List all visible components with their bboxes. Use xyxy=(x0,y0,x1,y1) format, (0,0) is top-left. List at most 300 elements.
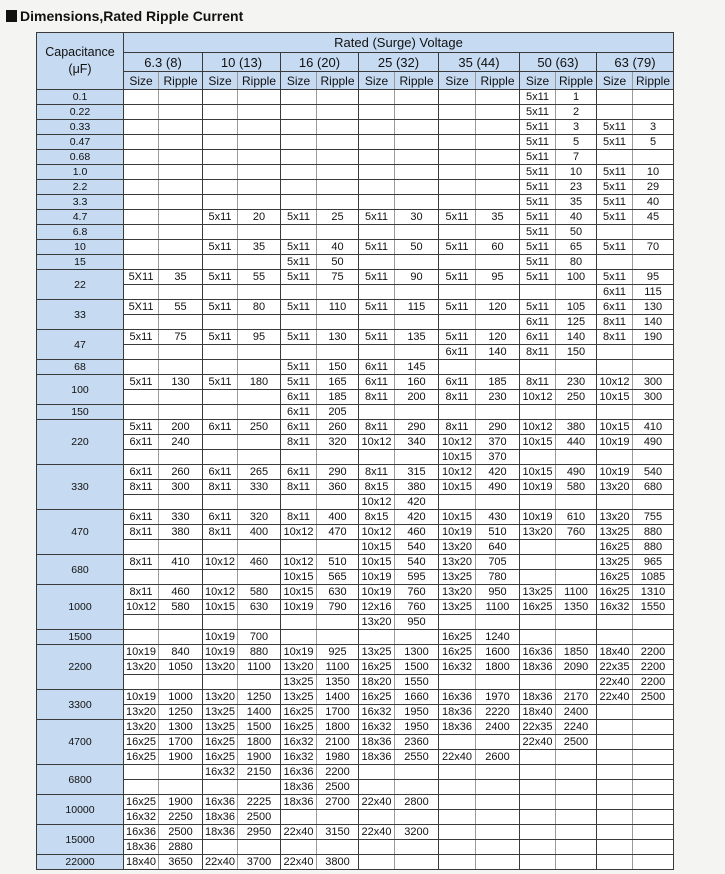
ripple-cell: 950 xyxy=(395,615,439,630)
size-cell xyxy=(597,105,633,120)
size-cell: 16x32 xyxy=(359,720,395,735)
size-cell: 6x11 xyxy=(281,405,317,420)
ripple-cell: 380 xyxy=(556,420,597,435)
size-cell: 13x25 xyxy=(520,585,556,600)
table-row xyxy=(37,705,674,720)
ripple-cell: 1500 xyxy=(395,660,439,675)
ripple-header: Ripple xyxy=(159,72,203,90)
ripple-cell: 1085 xyxy=(633,570,674,585)
ripple-cell xyxy=(159,450,203,465)
ripple-cell: 1500 xyxy=(238,720,281,735)
size-cell: 13x25 xyxy=(597,555,633,570)
size-cell: 5x11 xyxy=(520,195,556,210)
size-cell: 8x11 xyxy=(520,375,556,390)
capacitance-cell: 33 xyxy=(37,300,124,330)
capacitance-cell: 10000 xyxy=(37,795,124,825)
size-cell xyxy=(439,765,476,780)
size-cell xyxy=(124,780,159,795)
size-cell xyxy=(597,720,633,735)
ripple-cell xyxy=(317,810,359,825)
table-row xyxy=(37,135,674,150)
size-cell: 8x11 xyxy=(439,390,476,405)
size-cell: 18x36 xyxy=(281,780,317,795)
size-cell: 10x19 xyxy=(520,480,556,495)
size-cell: 5x11 xyxy=(359,330,395,345)
size-cell: 10x19 xyxy=(359,585,395,600)
ripple-cell xyxy=(238,165,281,180)
size-cell: 5x11 xyxy=(597,180,633,195)
ripple-cell xyxy=(633,855,674,870)
size-cell: 22x40 xyxy=(359,825,395,840)
ripple-cell xyxy=(238,495,281,510)
ripple-cell xyxy=(159,165,203,180)
size-cell xyxy=(203,345,238,360)
ripple-cell xyxy=(476,150,520,165)
capacitance-cell: 150 xyxy=(37,405,124,420)
ripple-cell: 2500 xyxy=(556,735,597,750)
ripple-cell xyxy=(159,255,203,270)
ripple-cell: 540 xyxy=(633,465,674,480)
ripple-cell xyxy=(238,390,281,405)
size-cell xyxy=(124,345,159,360)
ripple-cell: 680 xyxy=(633,480,674,495)
size-cell xyxy=(520,285,556,300)
size-cell: 16x36 xyxy=(203,795,238,810)
ripple-cell xyxy=(317,150,359,165)
ripple-cell: 370 xyxy=(476,450,520,465)
ripple-cell xyxy=(633,780,674,795)
ripple-cell: 1350 xyxy=(317,675,359,690)
ripple-cell xyxy=(556,795,597,810)
size-cell: 5x11 xyxy=(520,300,556,315)
ripple-cell xyxy=(159,225,203,240)
ripple-cell: 75 xyxy=(317,270,359,285)
ripple-cell xyxy=(556,630,597,645)
size-cell: 16x25 xyxy=(203,750,238,765)
ripple-cell xyxy=(476,810,520,825)
size-cell: 18x40 xyxy=(597,645,633,660)
ripple-cell: 65 xyxy=(556,240,597,255)
size-cell xyxy=(597,735,633,750)
size-cell: 13x20 xyxy=(203,660,238,675)
ripple-cell: 1900 xyxy=(159,750,203,765)
size-cell xyxy=(359,225,395,240)
size-cell xyxy=(359,405,395,420)
size-cell: 5x11 xyxy=(439,240,476,255)
ripple-cell: 50 xyxy=(395,240,439,255)
ripple-cell: 780 xyxy=(476,570,520,585)
size-cell: 6x11 xyxy=(439,345,476,360)
capacitance-header xyxy=(37,33,124,90)
capacitance-cell: 15 xyxy=(37,255,124,270)
ripple-cell: 200 xyxy=(159,420,203,435)
ripple-cell: 2360 xyxy=(395,735,439,750)
ripple-cell xyxy=(395,135,439,150)
table-row xyxy=(37,810,674,825)
capacitance-cell: 1000 xyxy=(37,585,124,630)
size-cell: 16x25 xyxy=(597,540,633,555)
ripple-cell xyxy=(395,810,439,825)
ripple-cell: 160 xyxy=(395,375,439,390)
size-cell: 5X11 xyxy=(124,300,159,315)
table-row xyxy=(37,795,674,810)
ripple-cell xyxy=(556,825,597,840)
ripple-cell: 1300 xyxy=(159,720,203,735)
size-cell xyxy=(597,810,633,825)
ripple-cell: 360 xyxy=(317,480,359,495)
ripple-cell: 510 xyxy=(317,555,359,570)
ripple-cell: 400 xyxy=(238,525,281,540)
ripple-cell xyxy=(476,255,520,270)
ripple-header: Ripple xyxy=(556,72,597,90)
size-cell xyxy=(439,615,476,630)
size-cell xyxy=(520,810,556,825)
table-row xyxy=(37,645,674,660)
size-cell: 13x20 xyxy=(124,705,159,720)
ripple-cell xyxy=(238,195,281,210)
ripple-cell: 630 xyxy=(317,585,359,600)
ripple-cell: 10 xyxy=(556,165,597,180)
ripple-cell: 760 xyxy=(395,600,439,615)
size-cell: 5x11 xyxy=(203,330,238,345)
size-cell: 22x40 xyxy=(439,750,476,765)
ripple-cell xyxy=(633,750,674,765)
size-cell xyxy=(124,765,159,780)
ripple-cell xyxy=(238,435,281,450)
size-cell: 13x25 xyxy=(281,690,317,705)
table-row xyxy=(37,405,674,420)
ripple-cell: 290 xyxy=(317,465,359,480)
size-cell: 8x11 xyxy=(597,330,633,345)
ripple-cell: 75 xyxy=(159,330,203,345)
table-row xyxy=(37,600,674,615)
capacitance-cell: 3300 xyxy=(37,690,124,720)
ripple-cell: 1400 xyxy=(317,690,359,705)
size-cell xyxy=(281,180,317,195)
ripple-cell xyxy=(159,210,203,225)
capacitance-cell: 0.68 xyxy=(37,150,124,165)
ripple-cell xyxy=(159,150,203,165)
size-cell xyxy=(439,495,476,510)
capacitance-unit: (μF) xyxy=(68,62,92,76)
ripple-cell: 1850 xyxy=(556,645,597,660)
ripple-cell xyxy=(633,90,674,105)
size-cell: 8x11 xyxy=(281,510,317,525)
size-cell xyxy=(439,135,476,150)
ripple-cell: 2400 xyxy=(476,720,520,735)
size-cell: 22x40 xyxy=(281,825,317,840)
table-row xyxy=(37,720,674,735)
ripple-cell xyxy=(159,345,203,360)
size-cell: 10x12 xyxy=(439,465,476,480)
ripple-cell: 490 xyxy=(556,465,597,480)
capacitance-cell: 680 xyxy=(37,555,124,585)
ripple-cell xyxy=(238,345,281,360)
size-cell: 13x25 xyxy=(439,570,476,585)
ripple-cell: 400 xyxy=(317,510,359,525)
capacitance-cell: 1.0 xyxy=(37,165,124,180)
size-cell: 8x15 xyxy=(359,510,395,525)
size-header: Size xyxy=(520,72,556,90)
capacitance-cell: 6800 xyxy=(37,765,124,795)
size-cell xyxy=(281,345,317,360)
size-cell: 16x25 xyxy=(281,705,317,720)
size-cell: 6x11 xyxy=(281,420,317,435)
size-cell xyxy=(439,360,476,375)
ripple-cell: 55 xyxy=(238,270,281,285)
capacitance-cell: 22 xyxy=(37,270,124,300)
size-cell: 10x12 xyxy=(520,390,556,405)
ripple-cell: 3 xyxy=(556,120,597,135)
size-cell: 10x15 xyxy=(281,570,317,585)
size-cell: 5x11 xyxy=(520,120,556,135)
size-cell: 18x36 xyxy=(124,840,159,855)
size-cell: 5x11 xyxy=(281,210,317,225)
ripple-cell: 2950 xyxy=(238,825,281,840)
ripple-cell: 95 xyxy=(476,270,520,285)
ripple-cell: 340 xyxy=(395,435,439,450)
ripple-cell: 540 xyxy=(395,555,439,570)
size-cell: 5x11 xyxy=(520,165,556,180)
size-cell xyxy=(124,540,159,555)
size-cell: 10x19 xyxy=(281,600,317,615)
size-cell xyxy=(439,105,476,120)
ripple-cell: 265 xyxy=(238,465,281,480)
size-cell xyxy=(203,405,238,420)
ripple-cell xyxy=(633,225,674,240)
ripple-header: Ripple xyxy=(317,72,359,90)
table-row xyxy=(37,240,674,255)
size-cell xyxy=(359,90,395,105)
table-row xyxy=(37,780,674,795)
size-cell xyxy=(124,630,159,645)
size-cell: 5x11 xyxy=(597,240,633,255)
ripple-cell: 565 xyxy=(317,570,359,585)
size-cell: 10x12 xyxy=(124,600,159,615)
size-cell xyxy=(281,150,317,165)
ripple-cell: 120 xyxy=(476,330,520,345)
size-cell: 22x40 xyxy=(520,735,556,750)
size-cell: 10x19 xyxy=(203,645,238,660)
size-cell xyxy=(281,630,317,645)
ripple-cell: 840 xyxy=(159,645,203,660)
size-cell: 16x25 xyxy=(281,720,317,735)
ripple-cell xyxy=(633,795,674,810)
size-cell xyxy=(359,105,395,120)
size-cell xyxy=(203,840,238,855)
ripple-cell: 50 xyxy=(556,225,597,240)
ripple-cell xyxy=(317,630,359,645)
size-cell xyxy=(597,225,633,240)
size-cell: 5x11 xyxy=(203,375,238,390)
ripple-cell xyxy=(159,285,203,300)
ripple-cell xyxy=(633,735,674,750)
ripple-cell: 460 xyxy=(395,525,439,540)
size-cell xyxy=(597,825,633,840)
size-cell: 5x11 xyxy=(439,270,476,285)
table-row xyxy=(37,540,674,555)
ripple-cell: 35 xyxy=(476,210,520,225)
voltage-header: 25 (32) xyxy=(359,53,439,72)
ripple-cell xyxy=(238,360,281,375)
size-cell: 10x15 xyxy=(439,510,476,525)
size-cell xyxy=(203,615,238,630)
size-cell: 6x11 xyxy=(124,465,159,480)
size-cell xyxy=(520,825,556,840)
size-cell: 16x25 xyxy=(124,735,159,750)
size-cell xyxy=(203,570,238,585)
ripple-cell: 5 xyxy=(556,135,597,150)
size-cell xyxy=(203,225,238,240)
size-cell xyxy=(281,450,317,465)
size-cell: 16x36 xyxy=(124,825,159,840)
ripple-cell xyxy=(159,495,203,510)
table-row xyxy=(37,495,674,510)
ripple-cell xyxy=(238,105,281,120)
ripple-cell xyxy=(159,615,203,630)
size-cell xyxy=(439,810,476,825)
table-row xyxy=(37,450,674,465)
capacitance-cell: 220 xyxy=(37,420,124,465)
ripple-cell xyxy=(238,225,281,240)
size-cell xyxy=(359,180,395,195)
size-cell: 10x15 xyxy=(439,450,476,465)
ripple-cell xyxy=(159,405,203,420)
size-cell: 16x25 xyxy=(439,645,476,660)
size-cell: 16x32 xyxy=(439,660,476,675)
ripple-cell xyxy=(238,405,281,420)
size-cell xyxy=(124,390,159,405)
size-header: Size xyxy=(439,72,476,90)
size-cell: 13x25 xyxy=(597,525,633,540)
ripple-cell xyxy=(395,315,439,330)
ripple-cell: 1950 xyxy=(395,705,439,720)
size-cell xyxy=(124,210,159,225)
table-row xyxy=(37,555,674,570)
ripple-cell xyxy=(238,90,281,105)
ripple-cell xyxy=(395,90,439,105)
size-cell: 5x11 xyxy=(520,150,556,165)
size-cell xyxy=(439,315,476,330)
table-row xyxy=(37,195,674,210)
size-cell xyxy=(124,150,159,165)
size-cell xyxy=(124,495,159,510)
ripple-cell xyxy=(395,285,439,300)
ripple-cell: 1660 xyxy=(395,690,439,705)
size-cell: 8x11 xyxy=(359,465,395,480)
size-cell: 10x15 xyxy=(359,540,395,555)
table-row xyxy=(37,480,674,495)
ripple-cell: 250 xyxy=(556,390,597,405)
voltage-header: 6.3 (8) xyxy=(124,53,203,72)
size-cell xyxy=(520,495,556,510)
ripple-cell xyxy=(238,540,281,555)
ripple-cell xyxy=(476,315,520,330)
size-cell xyxy=(520,675,556,690)
ripple-cell: 2400 xyxy=(556,705,597,720)
size-cell xyxy=(597,255,633,270)
size-cell: 13x20 xyxy=(439,585,476,600)
ripple-cell: 965 xyxy=(633,555,674,570)
capacitance-cell: 10 xyxy=(37,240,124,255)
ripple-cell: 1550 xyxy=(633,600,674,615)
ripple-cell: 130 xyxy=(633,300,674,315)
size-cell xyxy=(597,765,633,780)
table-row xyxy=(37,285,674,300)
ripple-cell xyxy=(476,795,520,810)
capacitance-cell: 6.8 xyxy=(37,225,124,240)
ripple-cell xyxy=(633,255,674,270)
size-cell: 10x12 xyxy=(281,525,317,540)
size-cell xyxy=(124,195,159,210)
ripple-cell: 790 xyxy=(317,600,359,615)
ripple-cell xyxy=(633,150,674,165)
ripple-cell xyxy=(476,615,520,630)
capacitance-cell: 3.3 xyxy=(37,195,124,210)
table-row xyxy=(37,735,674,750)
ripple-cell xyxy=(556,555,597,570)
size-cell xyxy=(203,450,238,465)
size-cell: 22x40 xyxy=(281,855,317,870)
ripple-cell xyxy=(476,285,520,300)
table-row xyxy=(37,270,674,285)
size-cell: 6x11 xyxy=(597,300,633,315)
size-cell: 8x11 xyxy=(124,585,159,600)
size-cell: 5x11 xyxy=(597,120,633,135)
ripple-cell: 60 xyxy=(476,240,520,255)
table-row xyxy=(37,255,674,270)
ripple-cell xyxy=(317,105,359,120)
size-cell xyxy=(203,165,238,180)
size-cell: 10x12 xyxy=(520,420,556,435)
ripple-cell xyxy=(238,180,281,195)
ripple-cell xyxy=(633,345,674,360)
size-cell: 10x15 xyxy=(520,435,556,450)
ripple-cell xyxy=(476,405,520,420)
size-cell xyxy=(597,90,633,105)
ripple-cell: 3200 xyxy=(395,825,439,840)
ripple-cell: 580 xyxy=(159,600,203,615)
size-cell xyxy=(597,795,633,810)
ripple-cell: 140 xyxy=(476,345,520,360)
rated-voltage-header: Rated (Surge) Voltage xyxy=(124,33,674,53)
size-cell: 10x19 xyxy=(439,525,476,540)
size-cell xyxy=(439,405,476,420)
ripple-cell xyxy=(238,120,281,135)
size-cell: 12x16 xyxy=(359,600,395,615)
size-cell: 10x12 xyxy=(203,555,238,570)
size-cell: 8x11 xyxy=(439,420,476,435)
size-cell: 5x11 xyxy=(520,90,556,105)
table-row xyxy=(37,345,674,360)
ripple-cell xyxy=(238,315,281,330)
ripple-cell xyxy=(476,825,520,840)
ripple-cell xyxy=(633,105,674,120)
size-cell xyxy=(439,90,476,105)
ripple-cell xyxy=(395,765,439,780)
size-cell xyxy=(359,450,395,465)
size-cell: 16x25 xyxy=(359,660,395,675)
size-cell: 5x11 xyxy=(439,330,476,345)
ripple-cell: 140 xyxy=(633,315,674,330)
ripple-cell: 95 xyxy=(238,330,281,345)
ripple-cell: 370 xyxy=(476,435,520,450)
ripple-cell xyxy=(476,90,520,105)
size-cell xyxy=(124,105,159,120)
size-cell xyxy=(203,150,238,165)
table-row xyxy=(37,855,674,870)
size-cell xyxy=(520,450,556,465)
